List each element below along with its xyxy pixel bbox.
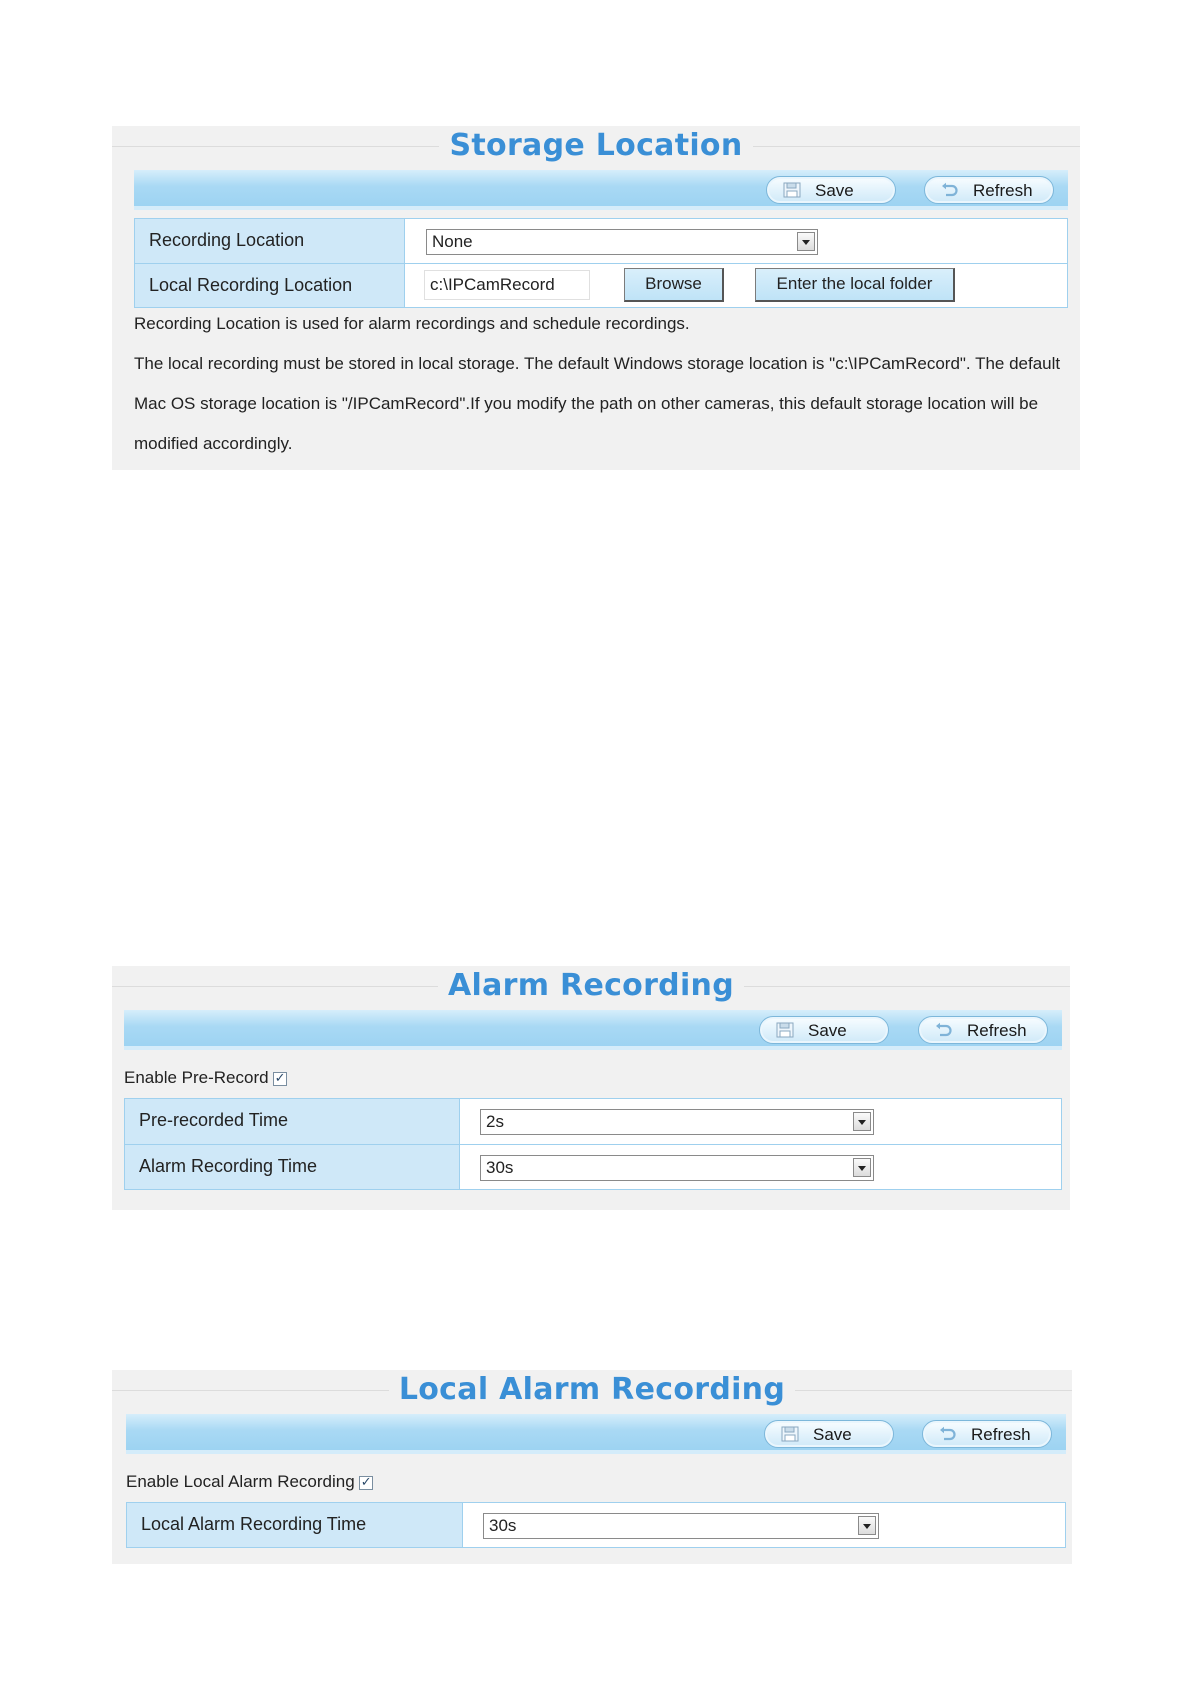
alarm-recording-time-label: Alarm Recording Time [125,1145,460,1189]
save-label: Save [813,1425,852,1444]
alarm-recording-time-value: 30s [486,1158,514,1177]
browse-button[interactable]: Browse [624,268,724,302]
local-alarm-time-value: 30s [489,1516,517,1535]
refresh-label: Refresh [973,181,1033,200]
enable-local-alarm-row [126,1472,373,1492]
section-title: Local Alarm Recording [112,1372,1072,1407]
floppy-disk-icon [776,1022,794,1038]
save-label: Save [808,1021,847,1040]
local-alarm-title-row [112,1370,1072,1410]
table-row [125,1144,1061,1189]
refresh-arrow-icon [935,1022,953,1038]
note-line-2: The local recording must be stored in local storage. The default Windows storage location is "c:\IPCamRecord". The default [134,354,1061,373]
enable-local-alarm-label: Enable Local Alarm Recording [126,1472,355,1491]
recording-location-label: Recording Location [135,219,405,263]
note-line-4: modified accordingly. [134,434,293,453]
save-label: Save [815,181,854,200]
storage-title-row [112,126,1080,166]
local-alarm-time-select[interactable] [483,1513,879,1539]
enable-prerecord-checkbox[interactable] [273,1072,287,1086]
save-button[interactable] [759,1016,889,1044]
prerecorded-time-value: 2s [486,1112,504,1131]
local-path-value: c:\IPCamRecord [430,275,555,294]
chevron-down-icon[interactable] [797,232,815,251]
table-row [135,263,1067,307]
page-title: Storage Location [112,128,1080,163]
alarm-toolbar [124,1010,1062,1050]
note-line-3: Mac OS storage location is "/IPCamRecord".If you modify the path on other cameras, this default storage location will be [134,394,1039,413]
floppy-disk-icon [783,182,801,198]
enable-prerecord-row [124,1068,287,1088]
prerecorded-time-select[interactable] [480,1109,874,1135]
refresh-arrow-icon [941,182,959,198]
alarm-recording-panel [112,966,1070,1210]
recording-location-value: None [432,232,473,251]
refresh-button[interactable] [918,1016,1048,1044]
storage-toolbar [134,170,1068,210]
floppy-disk-icon [781,1426,799,1442]
chevron-down-icon[interactable] [853,1112,871,1131]
refresh-arrow-icon [939,1426,957,1442]
save-button[interactable] [764,1420,894,1448]
enter-local-folder-button[interactable]: Enter the local folder [755,268,955,302]
refresh-button[interactable] [922,1420,1052,1448]
chevron-down-icon[interactable] [853,1158,871,1177]
local-alarm-settings-table [126,1502,1066,1548]
prerecorded-time-label: Pre-recorded Time [125,1099,460,1144]
local-alarm-toolbar [126,1414,1066,1454]
local-alarm-recording-panel [112,1370,1072,1564]
refresh-label: Refresh [971,1425,1031,1444]
storage-location-panel [112,126,1080,470]
refresh-button[interactable] [924,176,1054,204]
section-title: Alarm Recording [112,968,1070,1003]
alarm-settings-table [124,1098,1062,1190]
note-line-1: Recording Location is used for alarm recordings and schedule recordings. [134,314,690,333]
enable-local-alarm-checkbox[interactable] [359,1476,373,1490]
recording-location-select[interactable] [426,229,818,255]
table-row [127,1503,1065,1547]
refresh-label: Refresh [967,1021,1027,1040]
local-recording-location-label: Local Recording Location [135,264,405,307]
chevron-down-icon[interactable] [858,1516,876,1535]
local-path-input[interactable] [424,270,590,300]
table-row [135,219,1067,263]
alarm-recording-time-select[interactable] [480,1155,874,1181]
save-button[interactable] [766,176,896,204]
table-row [125,1099,1061,1144]
enable-prerecord-label: Enable Pre-Record [124,1068,269,1087]
alarm-title-row [112,966,1070,1006]
storage-settings-table [134,218,1068,308]
local-alarm-time-label: Local Alarm Recording Time [127,1503,463,1547]
